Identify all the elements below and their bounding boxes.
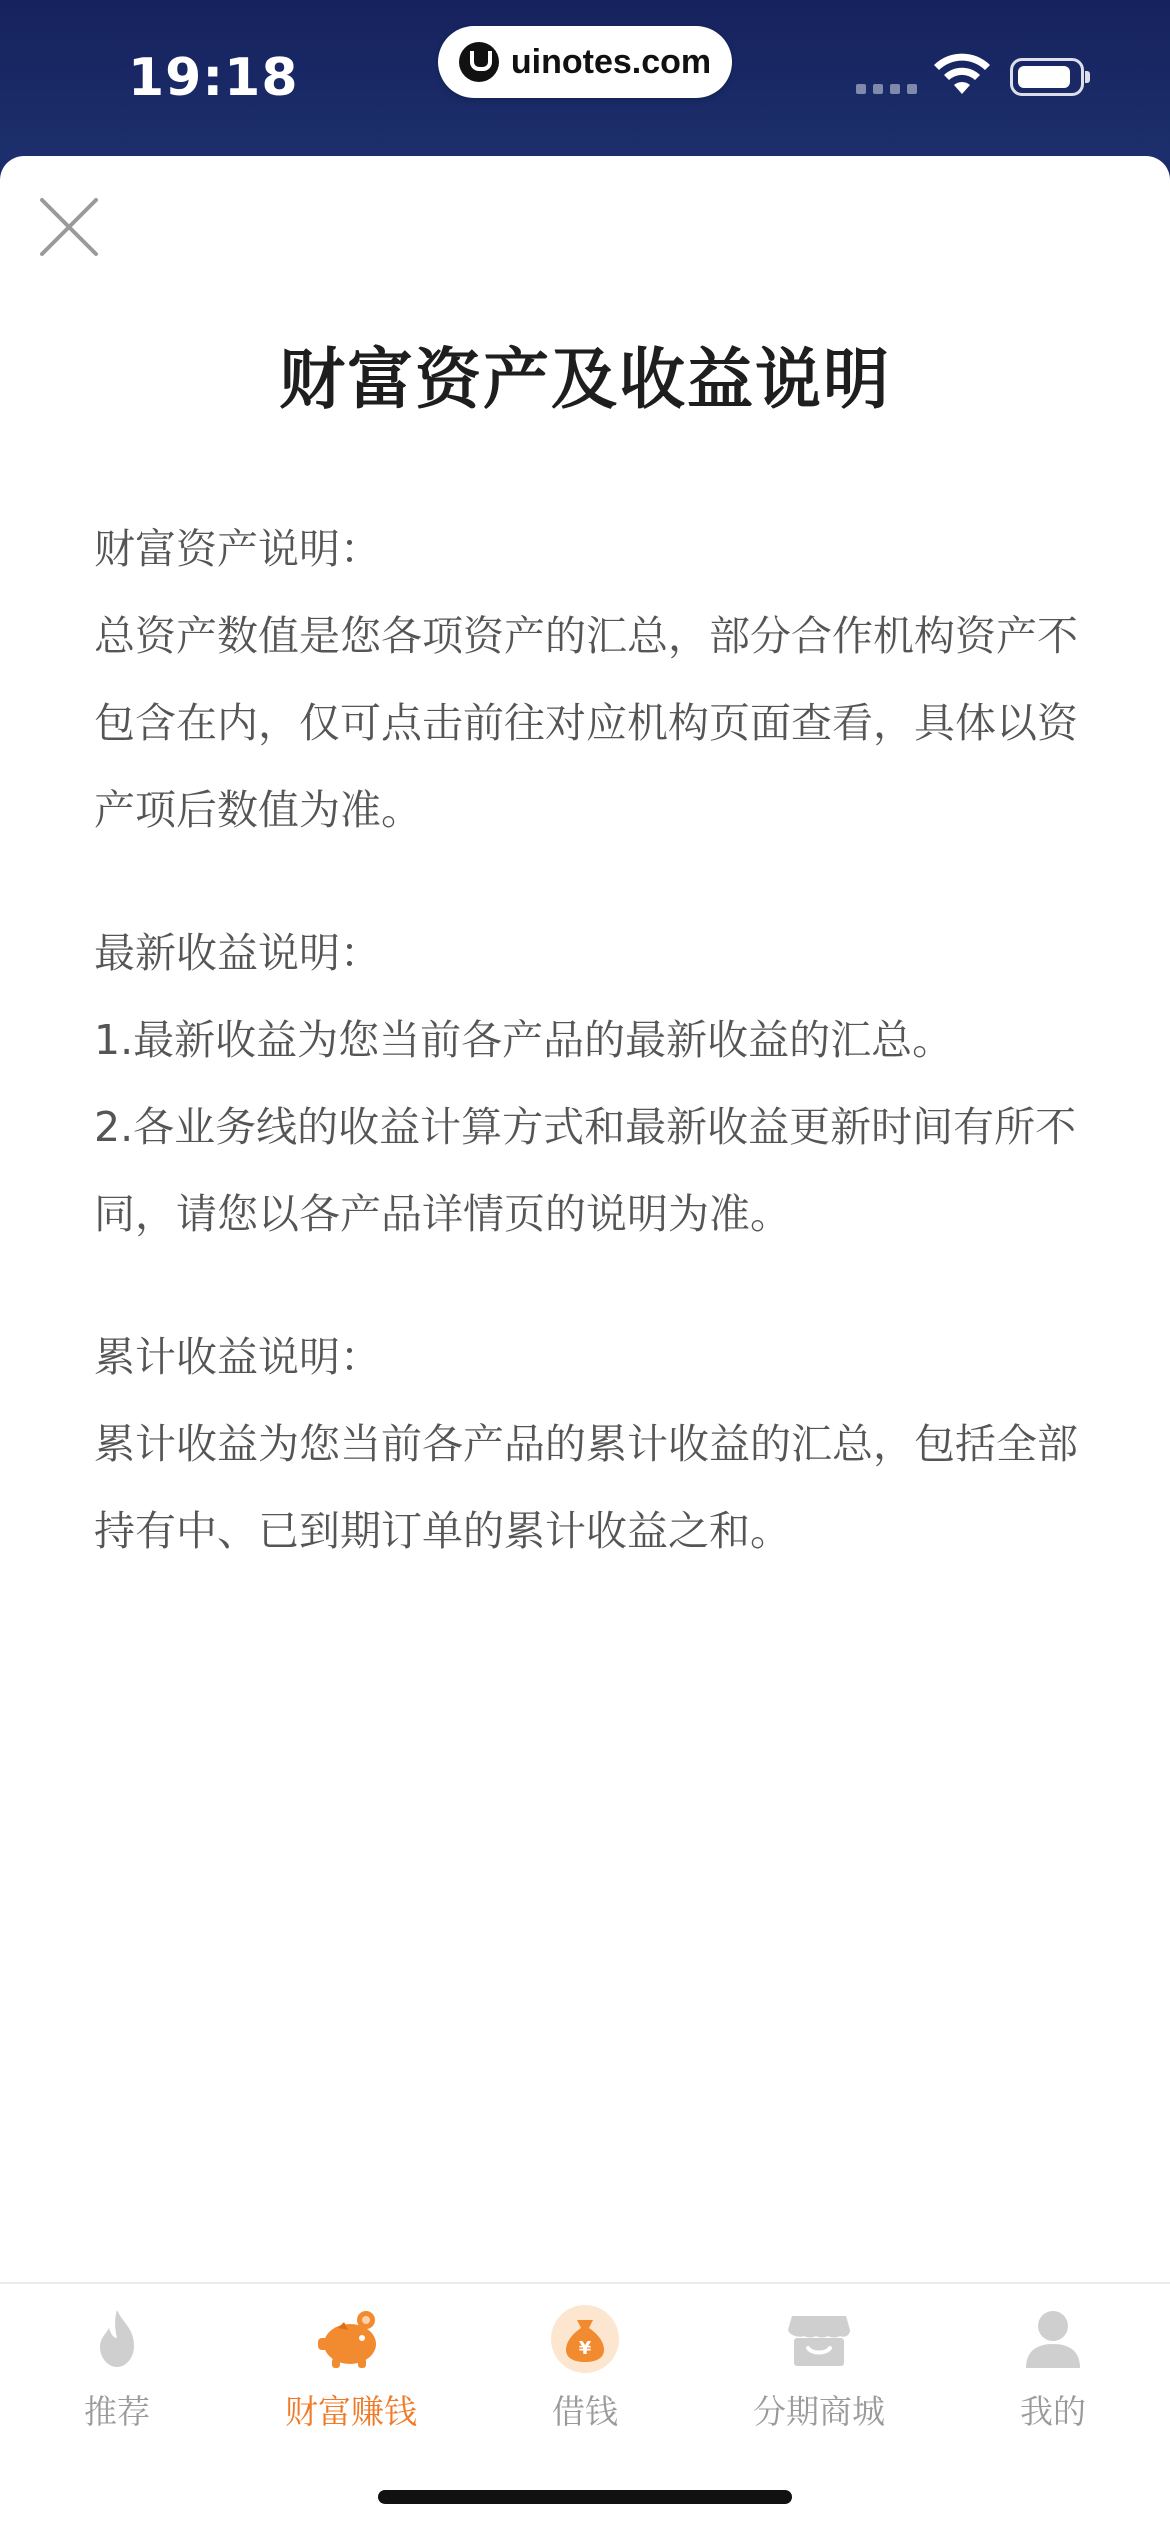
section-heading: 累计收益说明： [94, 1333, 381, 1381]
url-pill [438, 26, 732, 98]
page-title: 财富资产及收益说明 [279, 341, 891, 418]
section-heading: 财富资产说明： [94, 525, 381, 573]
section-wealth-assets [94, 506, 1084, 854]
tab-label: 借钱 [552, 2392, 618, 2431]
money-bag-icon [550, 2304, 620, 2374]
status-time: 19:18 [128, 48, 299, 108]
piggy-bank-icon [316, 2304, 386, 2374]
section-body: 总资产数值是您各项资产的汇总，部分合作机构资产不包含在内，仅可点击前往对应机构页面查看，具体以资产项后数值为准。 [94, 612, 1078, 834]
tab-borrow[interactable] [468, 2284, 702, 2454]
explanation-content [94, 506, 1084, 1631]
tab-mine[interactable] [936, 2284, 1170, 2454]
uinotes-logo-icon [459, 42, 499, 82]
tab-label: 财富赚钱 [285, 2392, 417, 2431]
tab-recommend[interactable] [0, 2284, 234, 2454]
tab-label: 我的 [1020, 2392, 1086, 2431]
close-icon[interactable] [38, 196, 100, 258]
section-cumulative-earnings [94, 1314, 1084, 1575]
explanation-sheet [0, 156, 1170, 2532]
section-body-line: 2.各业务线的收益计算方式和最新收益更新时间有所不同，请您以各产品详情页的说明为准。 [94, 1103, 1077, 1238]
tab-installment-mall[interactable] [702, 2284, 936, 2454]
cellular-signal-icon [856, 84, 917, 94]
store-icon [784, 2304, 854, 2374]
svg-text:¥: ¥ [578, 2338, 592, 2359]
section-latest-earnings [94, 910, 1084, 1258]
url-text: uinotes.com [510, 42, 712, 81]
tab-label: 推荐 [84, 2392, 150, 2431]
section-body: 累计收益为您当前各产品的累计收益的汇总，包括全部持有中、已到期订单的累计收益之和。 [94, 1420, 1078, 1555]
battery-icon [1010, 58, 1084, 96]
section-heading: 最新收益说明： [94, 929, 381, 977]
status-bar [0, 0, 1170, 160]
tab-wealth[interactable] [234, 2284, 468, 2454]
flame-icon [82, 2304, 152, 2374]
home-indicator [378, 2490, 792, 2504]
wifi-icon [932, 50, 992, 98]
tab-label: 分期商城 [753, 2392, 885, 2431]
section-body-line: 1.最新收益为您当前各产品的最新收益的汇总。 [94, 1016, 954, 1064]
user-icon [1018, 2304, 1088, 2374]
